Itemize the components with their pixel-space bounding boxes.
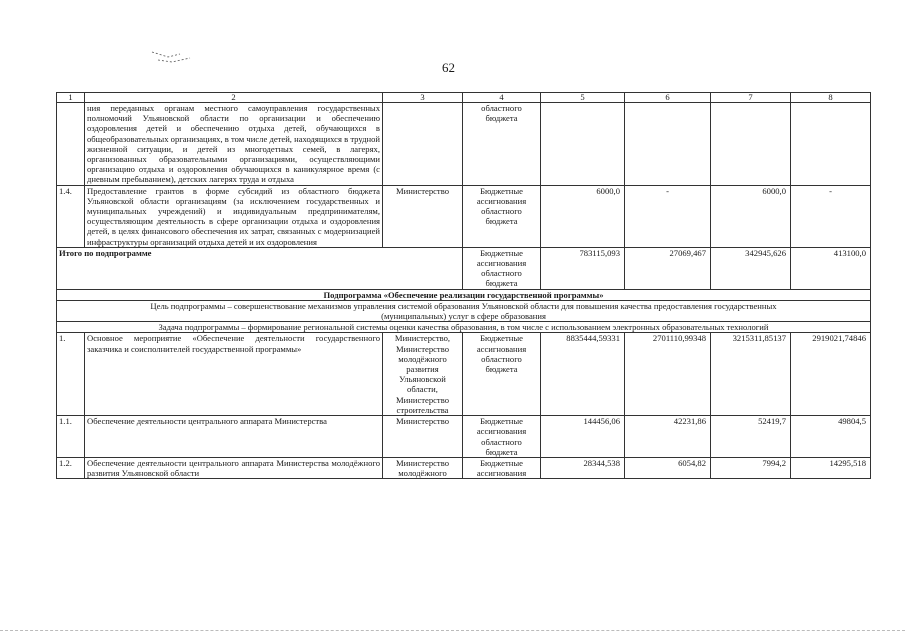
row-value-8: 14295,518	[791, 457, 871, 478]
total-value-5: 783115,093	[541, 247, 625, 289]
table-row-continuation	[57, 103, 871, 186]
subprogram-task-row	[57, 322, 871, 333]
row-value-7: 3215311,85137	[711, 333, 791, 416]
row-value-6: 6054,82	[625, 457, 711, 478]
row-source: Бюджетные ассигнования областного бюджета	[463, 416, 541, 458]
total-label: Итого по подпрограмме	[57, 247, 463, 289]
row-value-6: 42231,86	[625, 416, 711, 458]
row-value-8: -	[791, 185, 871, 247]
row-source: Бюджетные ассигнования	[463, 457, 541, 478]
row-executor: Министерство, Министерство молодёжного развития Ульяновской области, Министерство строительства	[383, 333, 463, 416]
row-value-7: 52419,7	[711, 416, 791, 458]
row-value-7: 6000,0	[711, 185, 791, 247]
row-value-5: 8835444,59331	[541, 333, 625, 416]
row-value-6: 2701110,99348	[625, 333, 711, 416]
column-header: 6	[625, 93, 711, 103]
page-number: 62	[442, 60, 455, 75]
row-name: Обеспечение деятельности центрального аппарата Министерства молодёжного развития Ульяновской области	[85, 457, 383, 478]
row-value-8	[791, 103, 871, 186]
budget-table	[56, 92, 871, 479]
row-name: Обеспечение деятельности центрального аппарата Министерства	[85, 416, 383, 458]
row-source: областного бюджета	[463, 103, 541, 186]
table-header-row	[57, 93, 871, 103]
subprogram-title-row	[57, 289, 871, 300]
page-bottom-edge	[0, 630, 905, 632]
row-source: Бюджетные ассигнования областного бюджета	[463, 185, 541, 247]
row-value-7	[711, 103, 791, 186]
row-name: Основное мероприятие «Обеспечение деятельности государственного заказчика и соисполнителей государственной программы»	[85, 333, 383, 416]
row-executor: Министерство молодёжного	[383, 457, 463, 478]
row-value-8: 49804,5	[791, 416, 871, 458]
row-name: ния переданных органам местного самоуправления государственных полномочий Ульяновской области по организации и обеспечению оздоровления детей и обеспечению отдыха детей, обучающихся в общеобразовательных организациях, в том числе детей, находящихся в трудной жизненной ситуации, и детей из многодетных семей, в лагерях, организованных образовательными организациями, осуществляющими организацию отдыха и оздоровления обучающихся в каникулярное время (с дневным пребыванием), детских лагерях труда и отдыха	[85, 103, 383, 186]
table-row-1-4	[57, 185, 871, 247]
table-row-1	[57, 333, 871, 416]
row-value-5: 6000,0	[541, 185, 625, 247]
scan-artifact	[150, 48, 198, 73]
row-number: 1.4.	[57, 185, 85, 247]
row-value-5: 144456,06	[541, 416, 625, 458]
column-header: 1	[57, 93, 85, 103]
row-value-7: 7994,2	[711, 457, 791, 478]
subprogram-goal-row	[57, 300, 871, 321]
subprogram-title: Подпрограмма «Обеспечение реализации государственной программы»	[57, 289, 871, 300]
table-row-1-2	[57, 457, 871, 478]
row-value-8: 2919021,74846	[791, 333, 871, 416]
row-executor	[383, 103, 463, 186]
subprogram-goal: Цель подпрограммы – совершенствование механизмов управления системой образования Ульяновской области для повышения качества предоставления государственных (муниципальных) услуг в сфере образования	[57, 300, 871, 321]
row-value-6	[625, 103, 711, 186]
column-header: 4	[463, 93, 541, 103]
column-header: 5	[541, 93, 625, 103]
row-number: 1.2.	[57, 457, 85, 478]
total-value-8: 413100,0	[791, 247, 871, 289]
row-number: 1.1.	[57, 416, 85, 458]
row-executor: Министерство	[383, 416, 463, 458]
subprogram-task: Задача подпрограммы – формирование региональной системы оценки качества образования, в том числе с использованием электронных образовательных технологий	[57, 322, 871, 333]
row-name: Предоставление грантов в форме субсидий из областного бюджета Ульяновской области организациям (за исключением государственных и муниципальных учреждений) и индивидуальным предпринимателям, осуществляющим деятельность в сфере организации отдыха и оздоровления детей, в целях финансового обеспечения их затрат, связанных с модернизацией инфраструктуры организаций отдыха детей и их оздоровления	[85, 185, 383, 247]
row-value-6: -	[625, 185, 711, 247]
column-header: 7	[711, 93, 791, 103]
total-value-7: 342945,626	[711, 247, 791, 289]
column-header: 3	[383, 93, 463, 103]
row-value-5: 28344,538	[541, 457, 625, 478]
row-value-5	[541, 103, 625, 186]
row-source: Бюджетные ассигнования областного бюджета	[463, 333, 541, 416]
total-source: Бюджетные ассигнования областного бюджета	[463, 247, 541, 289]
row-number	[57, 103, 85, 186]
table-row-1-1	[57, 416, 871, 458]
table-row-total	[57, 247, 871, 289]
column-header: 8	[791, 93, 871, 103]
total-value-6: 27069,467	[625, 247, 711, 289]
column-header: 2	[85, 93, 383, 103]
row-number: 1.	[57, 333, 85, 416]
row-executor: Министерство	[383, 185, 463, 247]
